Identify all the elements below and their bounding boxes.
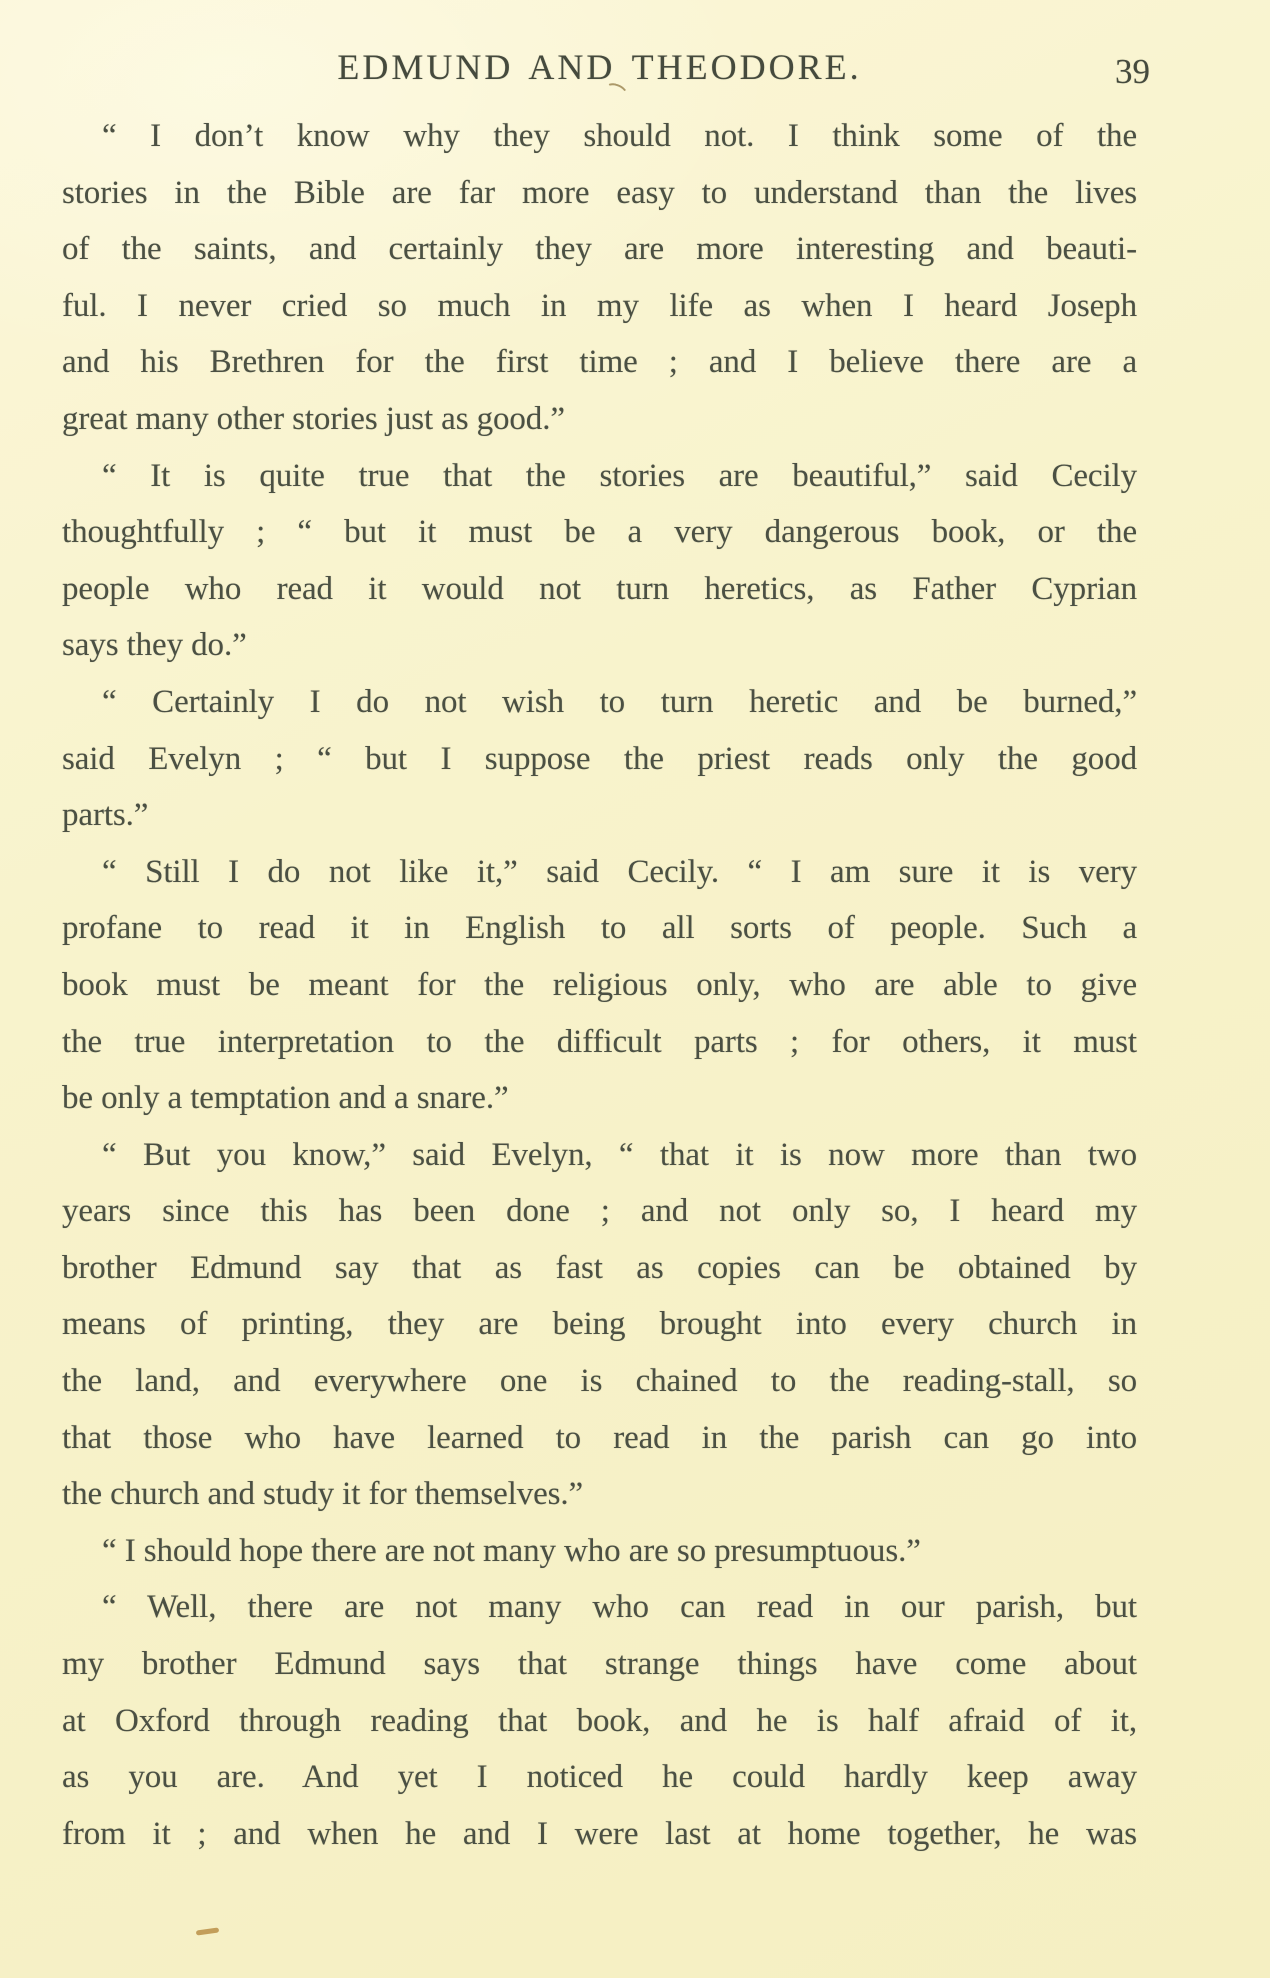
text-line: and his Brethren for the first time ; and I believe there are a (62, 344, 1137, 381)
text-line: at Oxford through reading that book, and he is half afraid of it, (62, 1702, 1137, 1739)
text-line: “ I should hope there are not many who are so presumptuous.” (102, 1532, 921, 1569)
text-line: that those who have learned to read in the parish can go into (62, 1419, 1137, 1456)
text-line: the true interpretation to the difficult parts ; for others, it must (62, 1023, 1137, 1060)
text-line: book must be meant for the religious only, who are able to give (62, 966, 1137, 1003)
running-header-title: EDMUND AND THEODORE. (337, 47, 862, 87)
text-line: brother Edmund say that as fast as copies can be obtained by (62, 1249, 1137, 1286)
text-line: great many other stories just as good.” (62, 400, 565, 437)
text-line: “ I don’t know why they should not. I think some of the (102, 118, 1137, 154)
text-line: people who read it would not turn heretics, as Father Cyprian (62, 570, 1137, 607)
text-line: parts.” (62, 797, 149, 834)
text-line: of the saints, and certainly they are more interesting and beauti- (62, 231, 1137, 268)
text-line: the church and study it for themselves.” (62, 1476, 584, 1513)
text-line: thoughtfully ; “ but it must be a very dangerous book, or the (62, 514, 1137, 551)
page-number: 39 (1115, 52, 1150, 91)
text-line: “ But you know,” said Evelyn, “ that it is now more than two (102, 1136, 1137, 1173)
text-line: “ Still I do not like it,” said Cecily. “ I am sure it is very (102, 853, 1137, 890)
text-line: ful. I never cried so much in my life as when I heard Joseph (62, 287, 1137, 324)
text-line: my brother Edmund says that strange things have come about (62, 1646, 1137, 1683)
text-line: means of printing, they are being brought into every church in (62, 1306, 1137, 1343)
text-line: as you are. And yet I noticed he could hardly keep away (62, 1759, 1137, 1796)
text-line: be only a temptation and a snare.” (62, 1080, 509, 1117)
page-header (62, 49, 1137, 93)
page-text (62, 108, 1137, 1862)
text-line: “ Certainly I do not wish to turn heretic and be burned,” (102, 683, 1137, 720)
text-line: the land, and everywhere one is chained to the reading-stall, so (62, 1363, 1137, 1400)
text-line: from it ; and when he and I were last at home together, he was (62, 1815, 1137, 1852)
text-line: said Evelyn ; “ but I suppose the priest reads only the good (62, 740, 1137, 777)
ink-dash-mark (196, 1927, 219, 1935)
text-line: “ It is quite true that the stories are beautiful,” said Cecily (102, 457, 1137, 494)
text-line: says they do.” (62, 627, 247, 664)
text-line: years since this has been done ; and not only so, I heard my (62, 1193, 1137, 1230)
text-line: stories in the Bible are far more easy to understand than the lives (62, 174, 1137, 211)
text-line: “ Well, there are not many who can read in our parish, but (102, 1589, 1137, 1626)
text-line: profane to read it in English to all sorts of people. Such a (62, 910, 1137, 947)
